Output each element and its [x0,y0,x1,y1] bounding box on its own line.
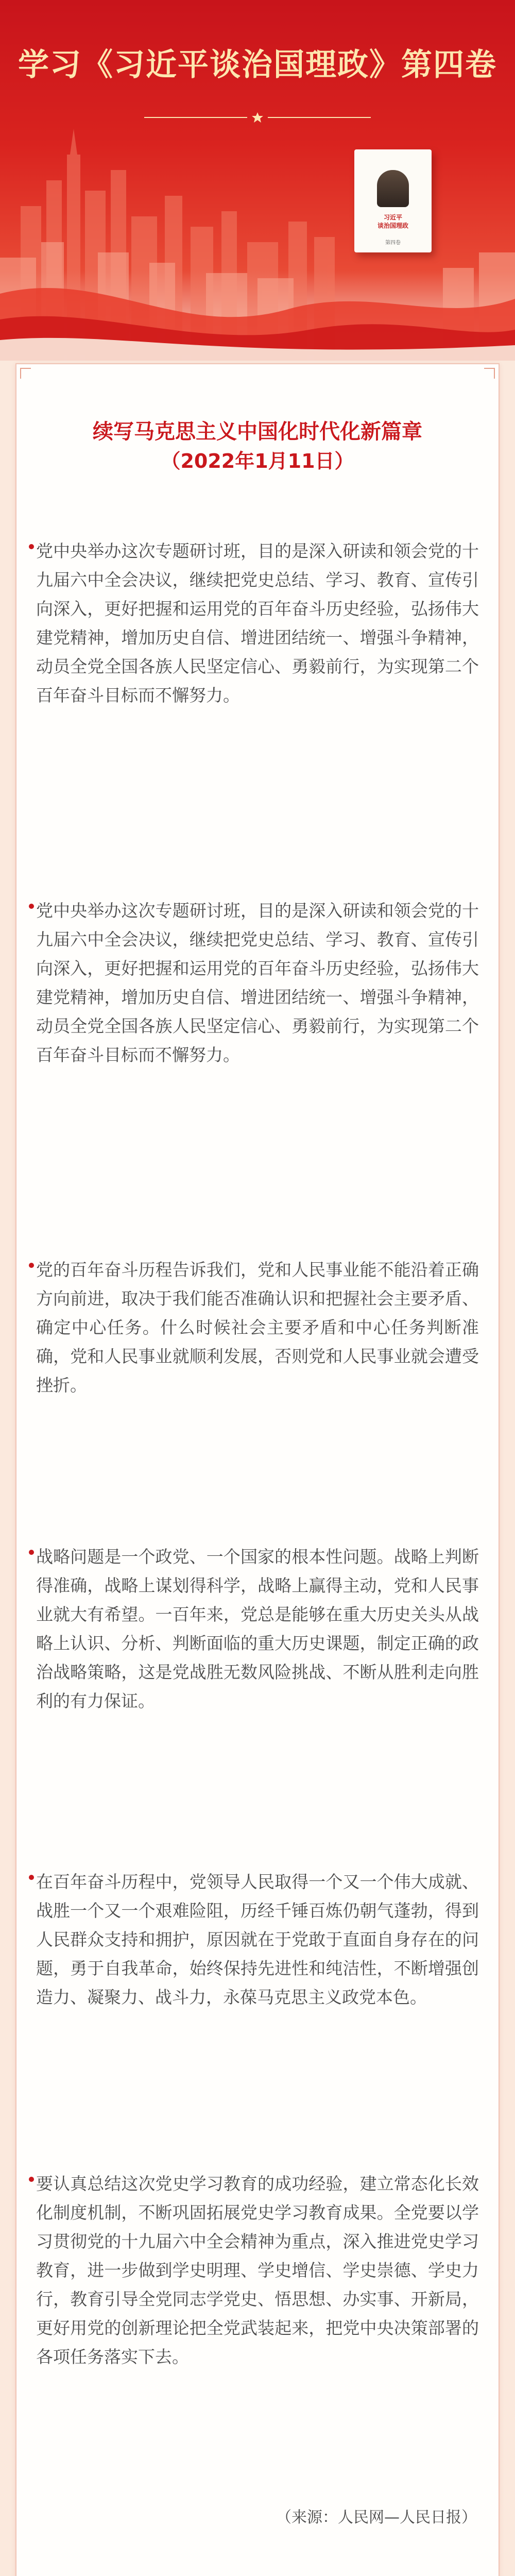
article-card [15,363,500,2576]
source-attribution: （来源：人民网—人民日报） [276,2509,477,2527]
paragraph-text: 战略问题是一个政党、一个国家的根本性问题。战略上判断得准确，战略上谋划得科学，战略上赢得主动，党和人民事业就大有希望。一百年来，党总是能够在重大历史关头从战略上认识、分析、判断面临的重大历史课题，制定正确的政治战略策略，这是党战胜无数风险挑战、不断从胜利走向胜利的有力保证。 [36,1547,479,1711]
paragraph [36,537,479,710]
star-divider-icon [144,112,371,123]
bullet-dot-icon [29,1263,34,1268]
paragraph [36,1256,479,1400]
corner-ornament-icon [483,367,495,380]
paragraph-text: 党中央举办这次专题研讨班，目的是深入研读和领会党的十九届六中全会决议，继续把党史总结、学习、教育、宣传引向深入，更好把握和运用党的百年奋斗历史经验，弘扬伟大建党精神，增加历史自信、增进团结统一、增强斗争精神，动员全党全国各族人民坚定信心、勇毅前行，为实现第二个百年奋斗目标而不懈努力。 [36,901,479,1065]
book-title [354,213,432,230]
paragraph-text: 党中央举办这次专题研讨班，目的是深入研读和领会党的十九届六中全会决议，继续把党史总结、学习、教育、宣传引向深入，更好把握和运用党的百年奋斗历史经验，弘扬伟大建党精神，增加历史自信、增进团结统一、增强斗争精神，动员全党全国各族人民坚定信心、勇毅前行，为实现第二个百年奋斗目标而不懈努力。 [36,541,479,705]
header-title: 学习《习近平谈治国理政》第四卷 [18,47,497,83]
article-title: 续写马克思主义中国化时代化新篇章 [93,420,422,444]
bullet-dot-icon [29,1875,34,1880]
book-cover-image [354,149,432,252]
portrait-image [377,170,409,207]
paragraph [36,2170,479,2371]
paragraph-text: 在百年奋斗历程中，党领导人民取得一个又一个伟大成就、战胜一个又一个艰难险阻，历经千锤百炼仍朝气蓬勃，得到人民群众支持和拥护，原因就在于党敢于直面自身存在的问题，勇于自我革命，始终保持先进性和纯洁性，不断增强创造力、凝聚力、战斗力，永葆马克思主义政党本色。 [36,1872,479,2007]
book-title-line1: 习近平 [383,214,402,221]
bullet-dot-icon [29,544,34,549]
bullet-dot-icon [29,904,34,909]
corner-ornament-icon [20,367,32,380]
paragraph [36,1868,479,2012]
header-banner [0,0,515,361]
book-volume: 第四卷 [385,240,401,246]
paragraph [36,896,479,1070]
article-date: （2022年1月11日） [161,450,354,472]
city-skyline-illustration [0,124,515,361]
paragraph-text: 党的百年奋斗历程告诉我们，党和人民事业能不能沿着正确方向前进，取决于我们能否准确认识和把握社会主要矛盾、确定中心任务。什么时候社会主要矛盾和中心任务判断准确，党和人民事业就顺利发展，否则党和人民事业就会遭受挫折。 [36,1260,479,1395]
bullet-dot-icon [29,2177,34,2182]
book-title-line2: 谈治国理政 [377,222,408,229]
paragraph [36,1543,479,1716]
paragraph-text: 要认真总结这次党史学习教育的成功经验，建立常态化长效化制度机制，不断巩固拓展党史学习教育成果。全党要以学习贯彻党的十九届六中全会精神为重点，深入推进党史学习教育，进一步做到学史明理、学史增信、学史崇德、学史力行，教育引导全党同志学党史、悟思想、办实事、开新局，更好用党的创新理论把全党武装起来，把党中央决策部署的各项任务落实下去。 [36,2174,479,2367]
bullet-dot-icon [29,1550,34,1555]
